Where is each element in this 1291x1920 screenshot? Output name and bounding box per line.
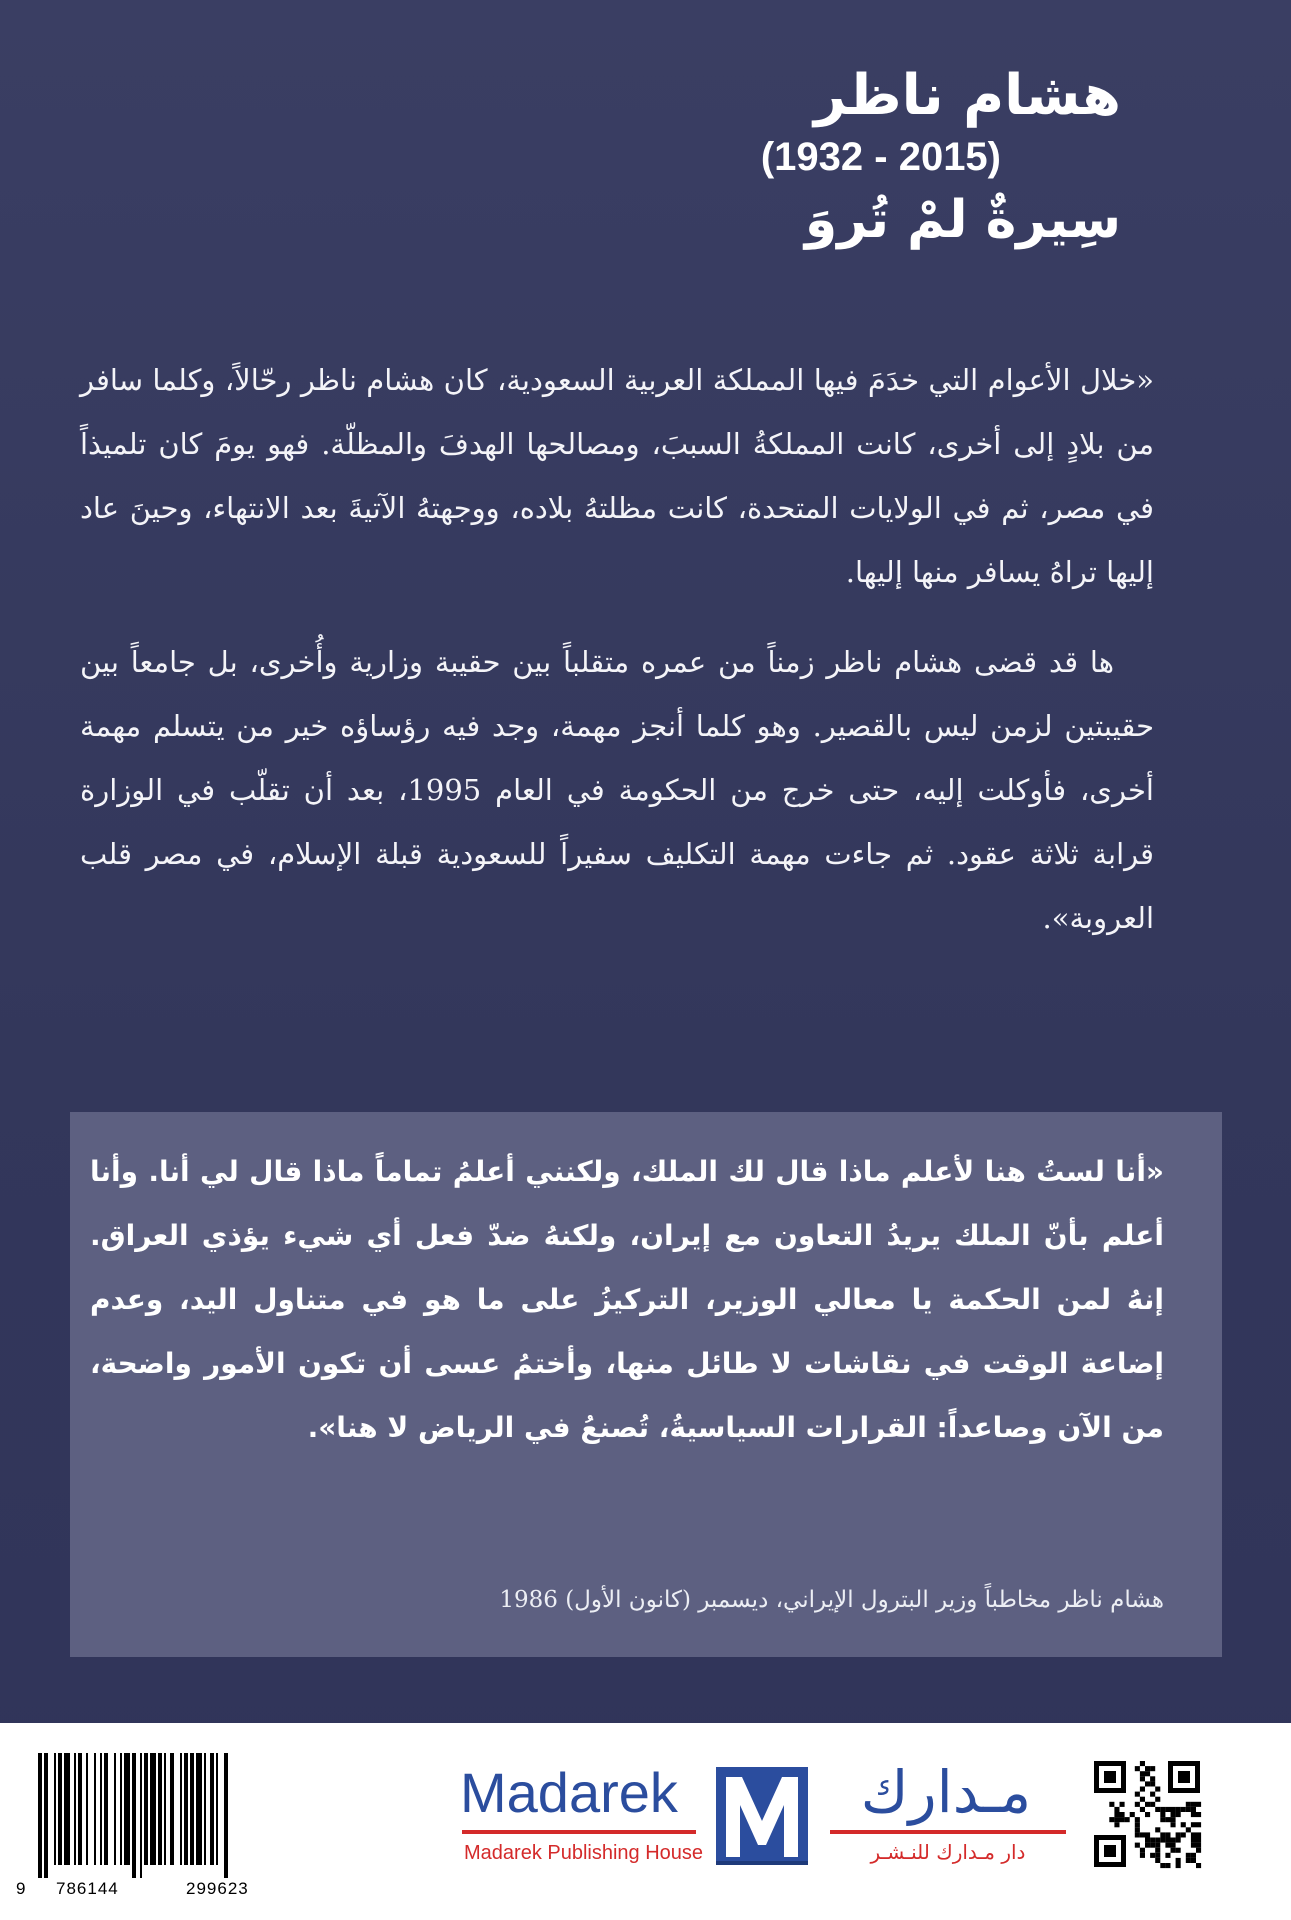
publisher-footer (0, 1723, 1291, 1920)
brand-divider-en (462, 1830, 696, 1834)
book-subtitle: سِيرةٌ لمْ تُروَ (804, 190, 1121, 250)
life-years: (1932 - 2015) (760, 135, 1001, 179)
publisher-subtitle-en: Madarek Publishing House (464, 1842, 704, 1864)
qr-code-icon (1092, 1759, 1202, 1869)
cover-header (221, 60, 1121, 258)
publisher-name-ar: مـدارك (860, 1758, 1032, 1826)
isbn-group-2: 299623 (186, 1879, 249, 1898)
quote-attribution: هشام ناظر مخاطباً وزير البترول الإيراني، ديسمبر (كانون الأول) 1986 (499, 1587, 1164, 1613)
isbn-group-1: 786144 (56, 1879, 119, 1898)
quote-text: «أنا لستُ هنا لأعلم ماذا قال لك الملك، ولكنني أعلمُ تماماً ماذا قال لي أنا. وأنا أعلم بأنّ الملك يريدُ التعاون مع إيران، ولكنهُ ضدّ فعل أي شيء يؤذي العراق. إنهُ لمن الحكمة يا معالي الوزير، التركيزُ على ما هو في متناول اليد، وعدم إضاعة الوقت في نقاشات لا طائل منها، وأختمُ عسى أن تكون الأمور واضحة، من الآن وصاعداً: القرارات السياسيةُ، تُصنعُ في الرياض لا هنا». (90, 1155, 1164, 1444)
publisher-name-en: Madarek (460, 1761, 678, 1824)
barcode-icon (36, 1753, 306, 1878)
book-author-title: هشام ناظر (813, 63, 1121, 128)
isbn-prefix: 9 (16, 1879, 27, 1898)
blurb-text (80, 348, 1154, 976)
publisher-subtitle-ar: دار مـدارك للنـشـر (870, 1840, 1026, 1864)
blurb-paragraph-1: «خلال الأعوام التي خدَمَ فيها المملكة العربية السعودية، كان هشام ناظر رحّالاً، وكلما سافر من بلادٍ إلى أخرى، كانت المملكةُ السببَ، ومصالحها الهدفَ والمظلّة. فهو يومَ كان تلميذاً في مصر، ثم في الولايات المتحدة، كانت مظلتهُ بلاده، ووجهتهُ الآتيةَ بعد الانتهاء، وحينَ عاد إليها تراهُ يسافر منها إليها. (80, 363, 1154, 589)
brand-divider-ar (830, 1830, 1066, 1834)
blurb-paragraph-2: ها قد قضى هشام ناظر زمناً من عمره متقلباً بين حقيبة وزارية وأُخرى، بل جامعاً بين حقيبتين لزمن ليس بالقصير. وهو كلما أنجز مهمة، وجد فيه رؤساؤه خير من يتسلم مهمة أخرى، فأوكلت إليه، حتى خرج من الحكومة في العام 1995، بعد أن تقلّب في الوزارة قرابة ثلاثة عقود. ثم جاءت مهمة التكليف سفيراً للسعودية قبلة الإسلام، في مصر قلب العروبة». (80, 645, 1154, 935)
isbn-barcode (16, 1753, 316, 1903)
madarek-logo-icon (712, 1761, 812, 1871)
